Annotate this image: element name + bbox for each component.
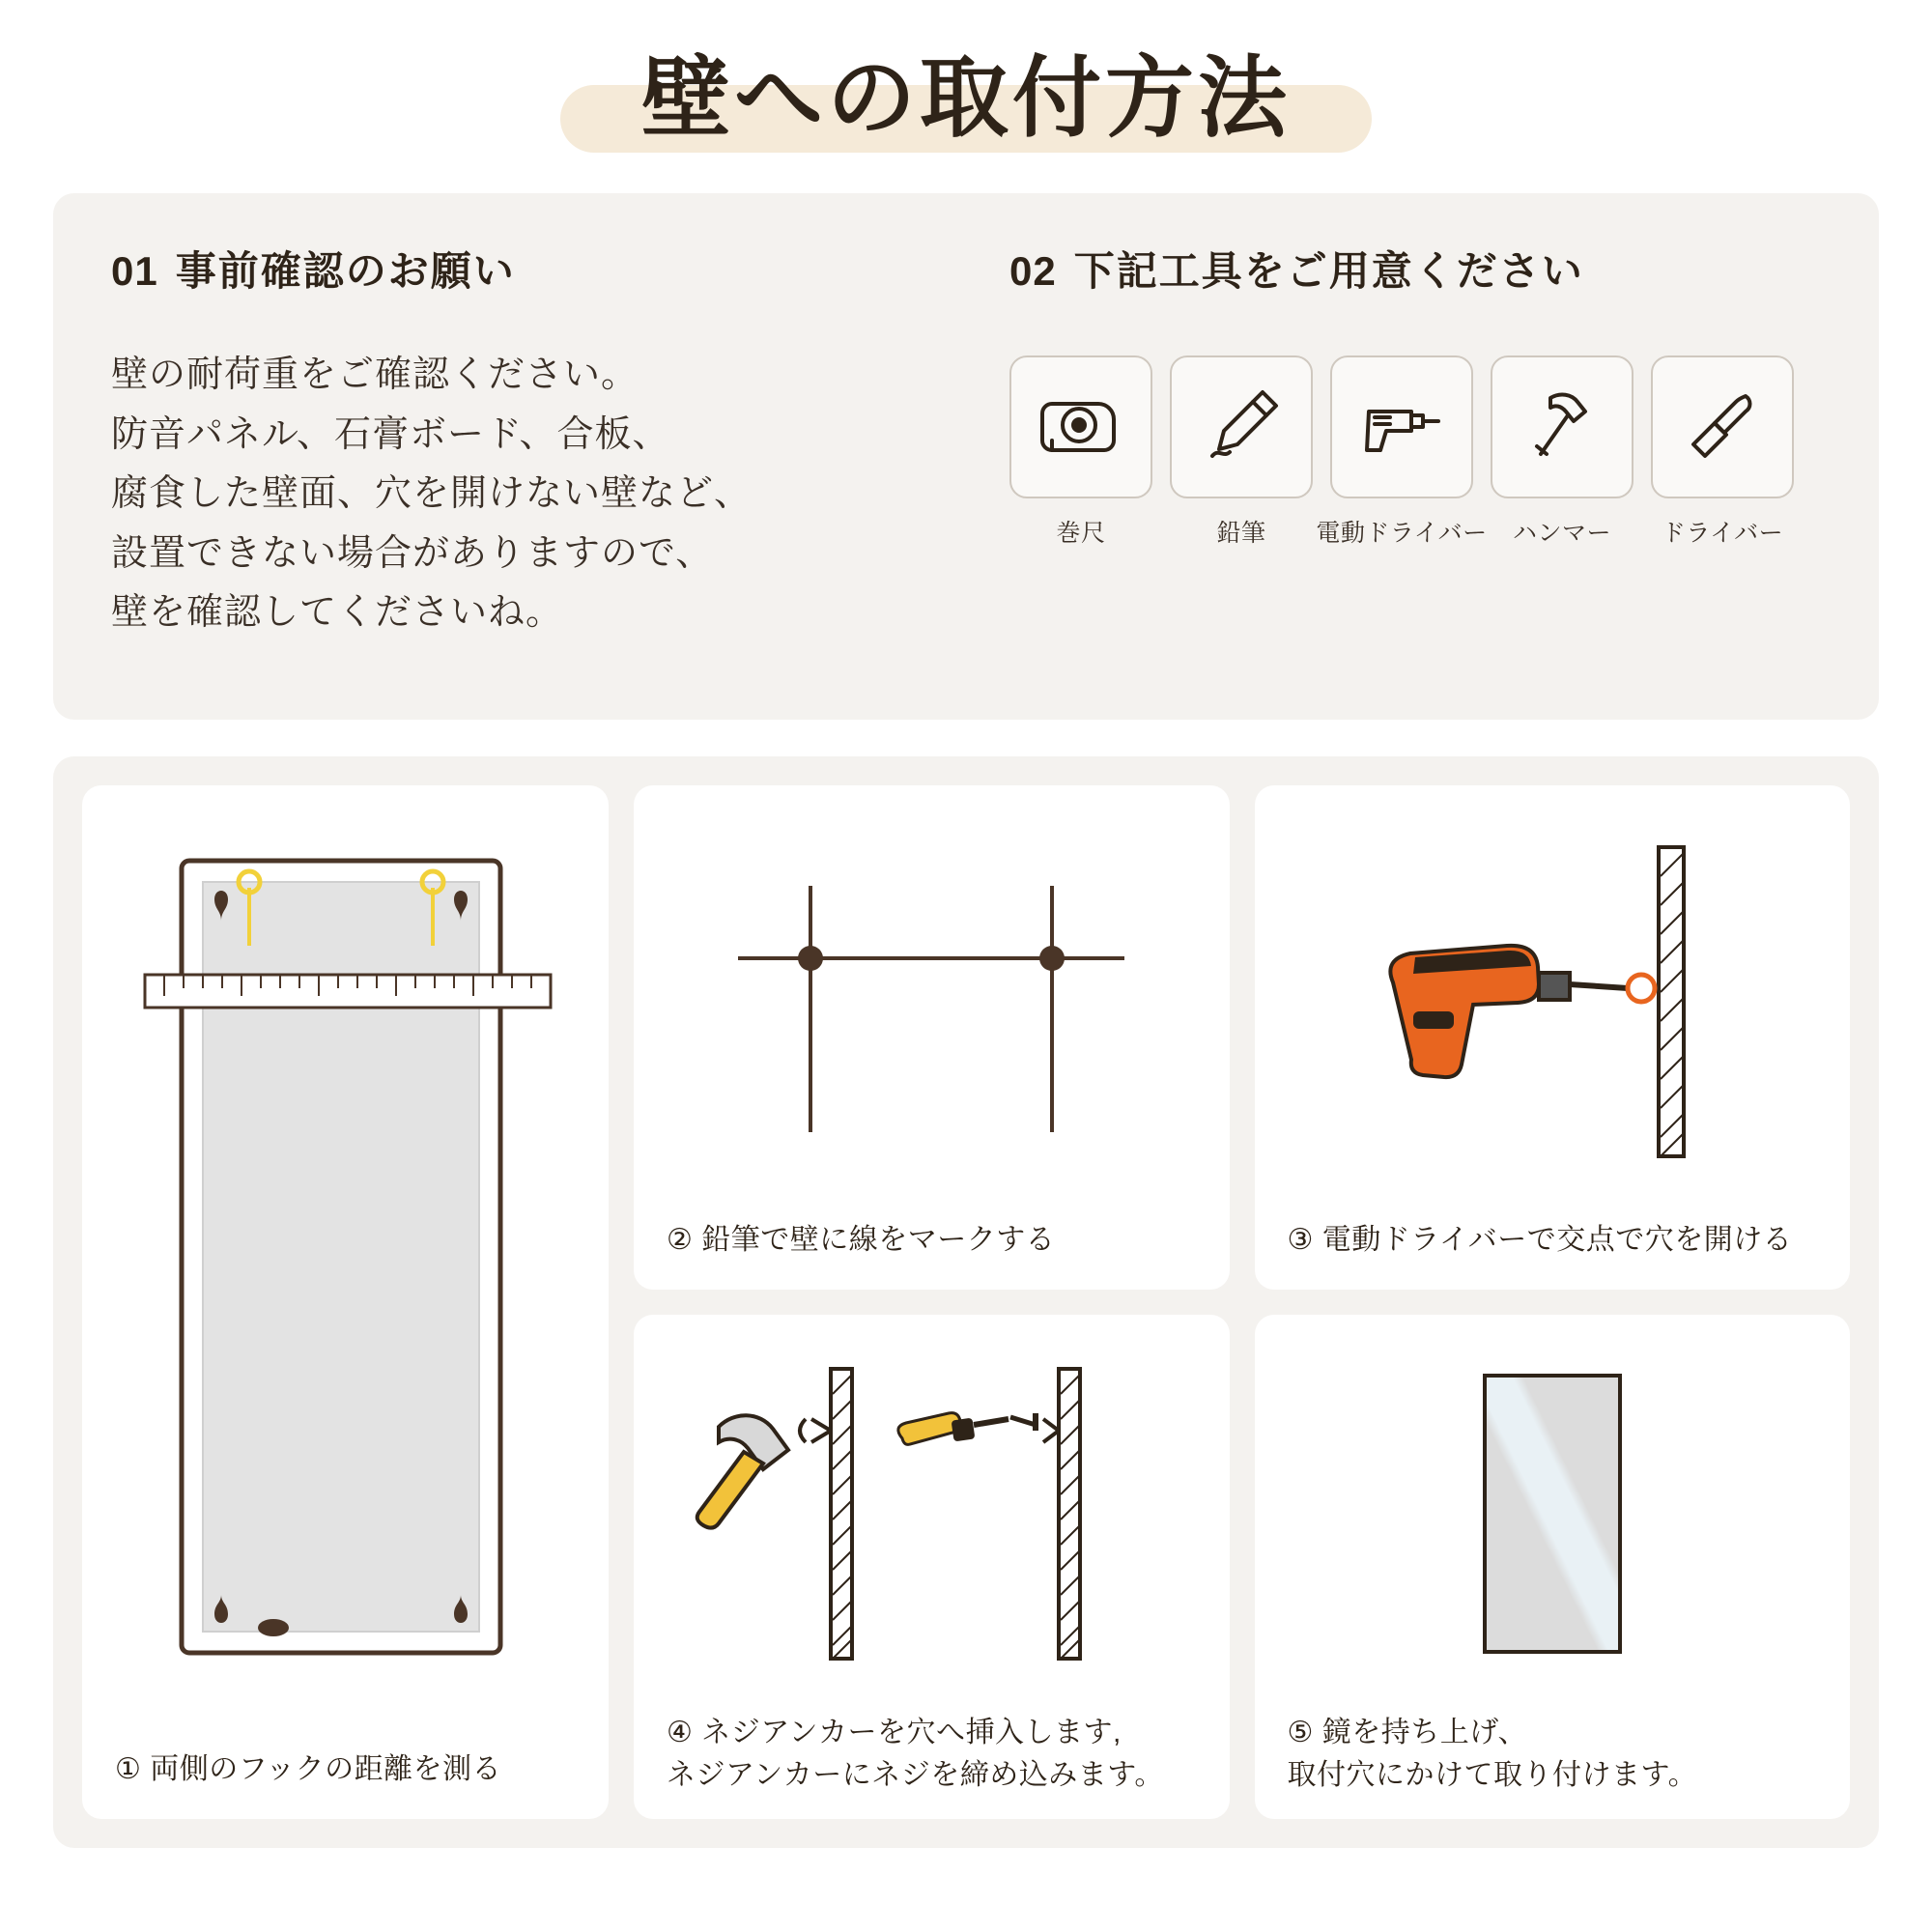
- section-precheck-number: 01: [111, 248, 158, 294]
- step-2-figure: [634, 785, 1230, 1219]
- steps-panel: [53, 756, 1879, 1848]
- tool-icon-box: [1330, 355, 1473, 498]
- step-5-caption-line2: 取付穴にかけて取り付けます。: [1287, 1758, 1698, 1791]
- step-card-1: [82, 785, 609, 1819]
- step-1-figure: [82, 785, 609, 1748]
- tool-item-tape-measure: [1009, 355, 1152, 549]
- info-panel: [53, 193, 1879, 720]
- precheck-line: 壁を確認してくださいね。: [111, 592, 564, 634]
- tool-icon-box: [1170, 355, 1313, 498]
- tool-icon-box: [1651, 355, 1794, 498]
- step-4-caption-line1: ④ ネジアンカーを穴へ挿入します,: [667, 1717, 1122, 1748]
- steps-row-top: [634, 785, 1850, 1290]
- step-4-figure: [634, 1315, 1230, 1712]
- step-card-3: [1255, 785, 1851, 1290]
- section-precheck-header: [111, 240, 980, 298]
- step-card-4: [634, 1315, 1230, 1819]
- tool-icon-box: [1491, 355, 1634, 498]
- page-title: 壁への取付方法: [640, 49, 1291, 148]
- steps-row-bottom: [634, 1315, 1850, 1819]
- section-precheck-title: 事前確認のお願い: [175, 248, 516, 294]
- precheck-line: 腐食した壁面、穴を開けない壁など、: [111, 473, 753, 515]
- section-tools-header: [1009, 240, 1821, 298]
- tool-item-power-driver: [1316, 355, 1488, 549]
- power-drill-icon: [1355, 379, 1448, 476]
- section-tools-title: 下記工具をご用意ください: [1073, 248, 1584, 294]
- precheck-line: 設置できない場合がありますので、: [111, 532, 714, 574]
- step-5-caption: [1255, 1712, 1851, 1819]
- step-card-2: [634, 785, 1230, 1290]
- step-5-caption-line1: ⑤ 鏡を持ち上げ、: [1287, 1717, 1528, 1748]
- tape-measure-icon: [1035, 379, 1127, 476]
- tool-item-hammer: [1491, 355, 1634, 549]
- tool-label: 電動ドライバー: [1316, 520, 1488, 547]
- hammer-icon: [1516, 379, 1608, 476]
- tool-item-pencil: [1170, 355, 1313, 549]
- tool-icon-box: [1009, 355, 1152, 498]
- section-precheck-body: [111, 346, 980, 643]
- step-5-figure: [1255, 1315, 1851, 1712]
- precheck-line: 壁の耐荷重をご確認ください。: [111, 355, 639, 395]
- step-4-caption-line2: ネジアンカーにネジを締め込みます。: [667, 1758, 1164, 1791]
- tool-label: ドライバー: [1661, 520, 1784, 547]
- tool-item-screwdriver: [1651, 355, 1794, 549]
- step-3-caption: ③ 電動ドライバーで交点で穴を開ける: [1287, 1223, 1793, 1256]
- step-1-caption: ① 両側のフックの距離を測る: [115, 1752, 502, 1785]
- step-3-figure: [1255, 785, 1851, 1219]
- precheck-line: 防音パネル、石膏ボード、合板、: [111, 413, 670, 455]
- tool-label: ハンマー: [1512, 520, 1611, 547]
- tool-label: 鉛筆: [1216, 520, 1266, 547]
- steps-right-column: [634, 785, 1850, 1819]
- screwdriver-icon: [1676, 379, 1769, 476]
- step-2-caption: ② 鉛筆で壁に線をマークする: [667, 1223, 1056, 1256]
- step-4-caption: [634, 1712, 1230, 1819]
- step-card-5: [1255, 1315, 1851, 1819]
- tool-list: [1009, 355, 1821, 549]
- section-tools-number: 02: [1009, 248, 1057, 294]
- page-title-area: [53, 0, 1879, 184]
- section-tools: [980, 240, 1821, 681]
- tool-label: 巻尺: [1056, 520, 1106, 547]
- section-precheck: [111, 240, 980, 681]
- pencil-icon: [1195, 379, 1288, 476]
